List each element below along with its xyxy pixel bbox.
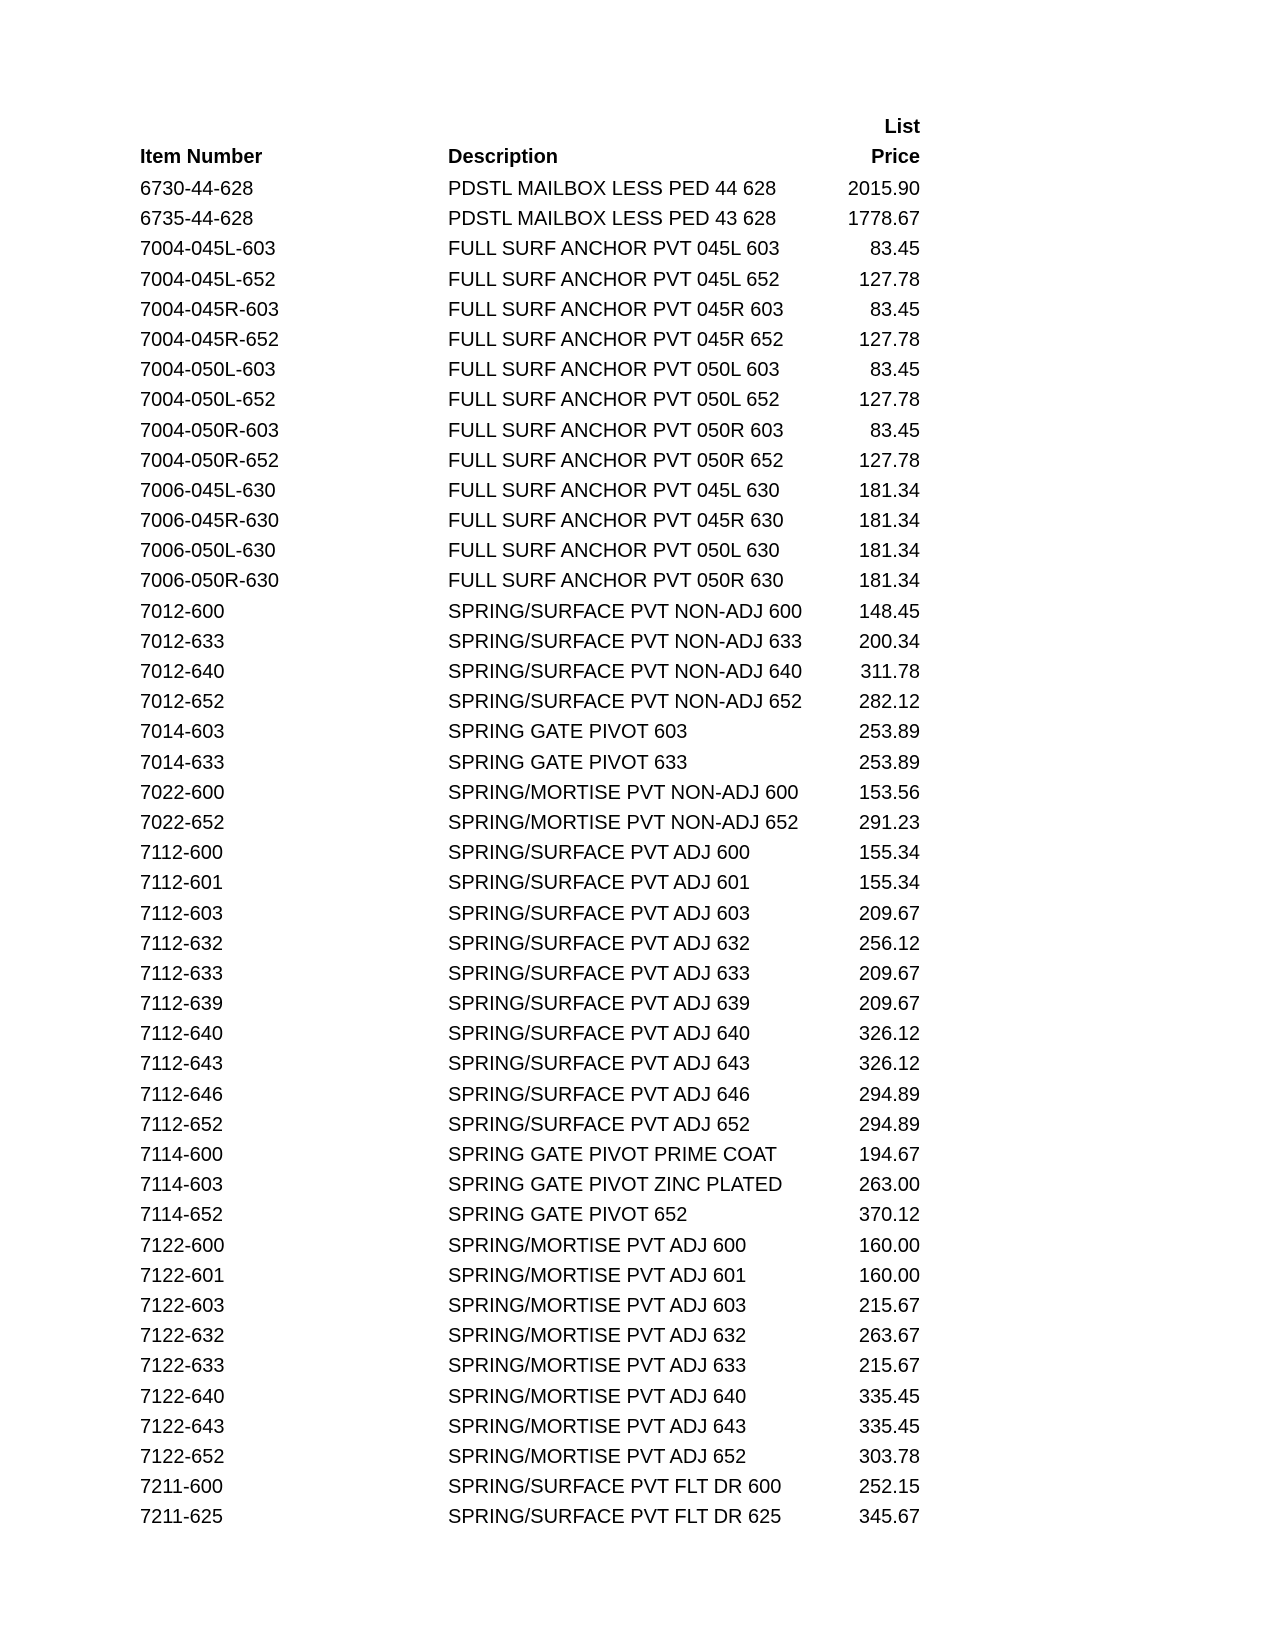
table-row <box>140 536 920 566</box>
description-cell: SPRING/SURFACE PVT FLT DR 625 <box>448 1506 782 1529</box>
description-cell: FULL SURF ANCHOR PVT 050R 603 <box>448 419 784 442</box>
table-row <box>140 1170 920 1200</box>
list-price-cell: 83.45 <box>869 359 920 382</box>
description-cell: SPRING/SURFACE PVT ADJ 646 <box>448 1083 750 1106</box>
item-number-cell: 7122-603 <box>140 1294 225 1317</box>
item-number-cell: 7122-632 <box>140 1325 225 1348</box>
description-cell: SPRING GATE PIVOT 633 <box>448 751 688 774</box>
item-number-cell: 7006-045R-630 <box>140 510 279 533</box>
list-price-cell: 215.67 <box>858 1294 920 1317</box>
item-number-cell: 7122-643 <box>140 1415 225 1438</box>
list-price-cell: 303.78 <box>858 1445 920 1468</box>
table-row <box>140 325 920 355</box>
header-description: Description <box>448 146 559 168</box>
table-row <box>140 1049 920 1079</box>
table-row <box>140 416 920 446</box>
list-price-cell: 209.67 <box>858 993 920 1016</box>
item-number-cell: 7112-639 <box>140 993 224 1016</box>
description-cell: SPRING/MORTISE PVT ADJ 640 <box>448 1385 747 1408</box>
list-price-cell: 209.67 <box>858 902 920 925</box>
item-number-cell: 7211-600 <box>140 1476 224 1499</box>
item-number-cell: 7112-600 <box>140 842 224 865</box>
list-price-cell: 345.67 <box>858 1506 920 1529</box>
table-row <box>140 204 920 234</box>
list-price-cell: 181.34 <box>858 540 920 563</box>
list-price-cell: 127.78 <box>858 389 920 412</box>
table-row <box>140 597 920 627</box>
table-row <box>140 446 920 476</box>
description-cell: FULL SURF ANCHOR PVT 045L 630 <box>448 479 780 502</box>
list-price-cell: 127.78 <box>858 449 920 472</box>
list-price-cell: 160.00 <box>858 1264 920 1287</box>
item-number-cell: 7004-050R-652 <box>140 449 279 472</box>
table-row <box>140 899 920 929</box>
item-number-cell: 6735-44-628 <box>140 208 254 231</box>
description-cell: FULL SURF ANCHOR PVT 050L 652 <box>448 389 780 412</box>
table-row <box>140 989 920 1019</box>
item-number-cell: 7004-050L-603 <box>140 359 276 382</box>
item-number-cell: 7122-600 <box>140 1234 225 1257</box>
header-list-price-line2: Price <box>871 146 920 168</box>
item-number-cell: 7006-045L-630 <box>140 479 276 502</box>
description-cell: SPRING/MORTISE PVT ADJ 643 <box>448 1415 747 1438</box>
item-number-cell: 7114-600 <box>140 1144 224 1166</box>
list-price-cell: 148.45 <box>858 600 920 623</box>
item-number-cell: 7022-600 <box>140 781 225 804</box>
item-number-cell: 7004-050L-652 <box>140 389 276 412</box>
table-row <box>140 748 920 778</box>
description-cell: FULL SURF ANCHOR PVT 050L 630 <box>448 540 780 563</box>
list-price-cell: 253.89 <box>858 721 920 744</box>
table-row <box>140 959 920 989</box>
table-row <box>140 1291 920 1321</box>
item-number-cell: 6730-44-628 <box>140 178 254 200</box>
item-number-cell: 7122-633 <box>140 1355 225 1378</box>
item-number-cell: 7012-600 <box>140 600 225 623</box>
table-row <box>140 1351 920 1381</box>
table-row <box>140 1321 920 1351</box>
description-cell: SPRING/SURFACE PVT NON-ADJ 640 <box>448 661 803 683</box>
description-cell: SPRING/MORTISE PVT ADJ 633 <box>448 1355 747 1378</box>
item-number-cell: 7004-045R-603 <box>140 298 279 321</box>
table-row <box>140 929 920 959</box>
description-cell: SPRING/SURFACE PVT ADJ 652 <box>448 1113 750 1136</box>
list-price-cell: 127.78 <box>858 328 920 351</box>
item-number-cell: 7114-652 <box>140 1204 224 1227</box>
description-cell: PDSTL MAILBOX LESS PED 44 628 <box>448 178 777 200</box>
description-cell: SPRING GATE PIVOT 652 <box>448 1204 688 1227</box>
description-cell: SPRING/MORTISE PVT ADJ 632 <box>448 1325 747 1348</box>
description-cell: SPRING/MORTISE PVT ADJ 601 <box>448 1264 747 1287</box>
list-price-cell: 2015.90 <box>847 178 920 200</box>
item-number-cell: 7004-045L-652 <box>140 268 276 291</box>
item-number-cell: 7122-601 <box>140 1264 225 1287</box>
description-cell: SPRING/MORTISE PVT ADJ 600 <box>448 1234 747 1257</box>
item-number-cell: 7211-625 <box>140 1506 224 1529</box>
table-row <box>140 1019 920 1049</box>
list-price-cell: 181.34 <box>858 479 920 502</box>
list-price-cell: 127.78 <box>858 268 920 291</box>
table-row <box>140 1140 920 1170</box>
list-price-cell: 153.56 <box>858 781 920 804</box>
item-number-cell: 7112-643 <box>140 1053 224 1076</box>
description-cell: SPRING/SURFACE PVT ADJ 640 <box>448 1023 750 1046</box>
description-cell: SPRING/SURFACE PVT ADJ 632 <box>448 932 750 955</box>
description-cell: FULL SURF ANCHOR PVT 050R 630 <box>448 570 784 593</box>
table-row <box>140 355 920 385</box>
description-cell: SPRING GATE PIVOT ZINC PLATED <box>448 1174 783 1197</box>
list-price-cell: 263.67 <box>858 1325 920 1348</box>
item-number-cell: 7022-652 <box>140 811 225 834</box>
item-number-cell: 7012-633 <box>140 630 225 653</box>
item-number-cell: 7004-045L-603 <box>140 238 276 261</box>
table-row <box>140 506 920 536</box>
table-row <box>140 385 920 415</box>
description-cell: SPRING/SURFACE PVT NON-ADJ 652 <box>448 691 803 714</box>
description-cell: SPRING GATE PIVOT PRIME COAT <box>448 1144 777 1166</box>
description-cell: SPRING/SURFACE PVT ADJ 639 <box>448 993 750 1016</box>
table-row <box>140 295 920 325</box>
item-number-cell: 7122-640 <box>140 1385 225 1408</box>
item-number-cell: 7012-652 <box>140 691 225 714</box>
table-row <box>140 1412 920 1442</box>
description-cell: SPRING/SURFACE PVT NON-ADJ 633 <box>448 630 803 653</box>
list-price-cell: 370.12 <box>858 1204 920 1227</box>
list-price-cell: 326.12 <box>858 1053 920 1076</box>
table-row <box>140 687 920 717</box>
description-cell: SPRING/SURFACE PVT ADJ 601 <box>448 872 750 895</box>
item-number-cell: 7014-603 <box>140 721 225 744</box>
table-row <box>140 566 920 596</box>
description-cell: FULL SURF ANCHOR PVT 050L 603 <box>448 359 780 382</box>
table-row <box>140 717 920 747</box>
item-number-cell: 7112-640 <box>140 1023 224 1046</box>
list-price-cell: 83.45 <box>869 238 920 261</box>
description-cell: SPRING/MORTISE PVT ADJ 652 <box>448 1445 747 1468</box>
table-row <box>140 1200 920 1230</box>
table-row <box>140 1110 920 1140</box>
list-price-cell: 181.34 <box>858 570 920 593</box>
list-price-cell: 256.12 <box>858 932 920 955</box>
description-cell: FULL SURF ANCHOR PVT 045R 630 <box>448 510 784 533</box>
table-row <box>140 868 920 898</box>
description-cell: SPRING/SURFACE PVT FLT DR 600 <box>448 1476 782 1499</box>
description-cell: FULL SURF ANCHOR PVT 045R 652 <box>448 328 784 351</box>
item-number-cell: 7112-601 <box>140 872 224 895</box>
description-cell: SPRING/SURFACE PVT ADJ 600 <box>448 842 750 865</box>
description-cell: SPRING GATE PIVOT 603 <box>448 721 688 744</box>
list-price-cell: 209.67 <box>858 962 920 985</box>
table-row <box>140 1080 920 1110</box>
header-item-number: Item Number <box>140 146 263 168</box>
table-row <box>140 808 920 838</box>
list-price-cell: 291.23 <box>858 811 920 834</box>
table-row <box>140 1261 920 1291</box>
table-row <box>140 838 920 868</box>
item-number-cell: 7014-633 <box>140 751 225 774</box>
item-number-cell: 7112-632 <box>140 932 224 955</box>
table-row <box>140 476 920 506</box>
list-price-cell: 200.34 <box>858 630 920 653</box>
list-price-cell: 215.67 <box>858 1355 920 1378</box>
table-row <box>140 1472 920 1502</box>
table-row <box>140 234 920 264</box>
table-row <box>140 1231 920 1261</box>
list-price-cell: 1778.67 <box>847 208 920 231</box>
description-cell: SPRING/MORTISE PVT ADJ 603 <box>448 1294 747 1317</box>
table-row <box>140 627 920 657</box>
description-cell: SPRING/SURFACE PVT NON-ADJ 600 <box>448 600 803 623</box>
list-price-cell: 155.34 <box>858 872 920 895</box>
item-number-cell: 7114-603 <box>140 1174 224 1197</box>
list-price-cell: 335.45 <box>858 1385 920 1408</box>
header-list-price-line1: List <box>884 116 920 138</box>
item-number-cell: 7004-045R-652 <box>140 328 279 351</box>
list-price-cell: 335.45 <box>858 1415 920 1438</box>
table-row <box>140 1382 920 1412</box>
price-table-body <box>140 174 920 1532</box>
table-row <box>140 657 920 687</box>
description-cell: SPRING/SURFACE PVT ADJ 643 <box>448 1053 750 1076</box>
description-cell: SPRING/SURFACE PVT ADJ 603 <box>448 902 750 925</box>
list-price-cell: 326.12 <box>858 1023 920 1046</box>
list-price-cell: 155.34 <box>858 842 920 865</box>
list-price-cell: 294.89 <box>858 1083 920 1106</box>
list-price-cell: 263.00 <box>858 1174 920 1197</box>
item-number-cell: 7122-652 <box>140 1445 225 1468</box>
item-number-cell: 7112-603 <box>140 902 224 925</box>
description-cell: FULL SURF ANCHOR PVT 045L 603 <box>448 238 780 261</box>
item-number-cell: 7006-050R-630 <box>140 570 279 593</box>
item-number-cell: 7112-652 <box>140 1113 224 1136</box>
item-number-cell: 7004-050R-603 <box>140 419 279 442</box>
description-cell: SPRING/SURFACE PVT ADJ 633 <box>448 962 750 985</box>
table-row <box>140 174 920 204</box>
list-price-cell: 252.15 <box>858 1476 920 1499</box>
list-price-cell: 83.45 <box>869 419 920 442</box>
table-row <box>140 265 920 295</box>
list-price-cell: 194.67 <box>858 1144 920 1166</box>
description-cell: FULL SURF ANCHOR PVT 045L 652 <box>448 268 780 291</box>
list-price-cell: 181.34 <box>858 510 920 533</box>
item-number-cell: 7112-646 <box>140 1083 224 1106</box>
list-price-cell: 311.78 <box>860 661 920 683</box>
description-cell: SPRING/MORTISE PVT NON-ADJ 600 <box>448 781 799 804</box>
list-price-cell: 83.45 <box>869 298 920 321</box>
list-price-cell: 160.00 <box>858 1234 920 1257</box>
description-cell: SPRING/MORTISE PVT NON-ADJ 652 <box>448 811 799 834</box>
table-row <box>140 778 920 808</box>
description-cell: PDSTL MAILBOX LESS PED 43 628 <box>448 208 777 231</box>
item-number-cell: 7112-633 <box>140 962 224 985</box>
table-row <box>140 1442 920 1472</box>
list-price-cell: 253.89 <box>858 751 920 774</box>
item-number-cell: 7006-050L-630 <box>140 540 276 563</box>
list-price-cell: 282.12 <box>858 691 920 714</box>
item-number-cell: 7012-640 <box>140 661 225 683</box>
list-price-cell: 294.89 <box>858 1113 920 1136</box>
table-row <box>140 1502 920 1532</box>
table-header <box>140 112 920 172</box>
description-cell: FULL SURF ANCHOR PVT 045R 603 <box>448 298 784 321</box>
description-cell: FULL SURF ANCHOR PVT 050R 652 <box>448 449 784 472</box>
